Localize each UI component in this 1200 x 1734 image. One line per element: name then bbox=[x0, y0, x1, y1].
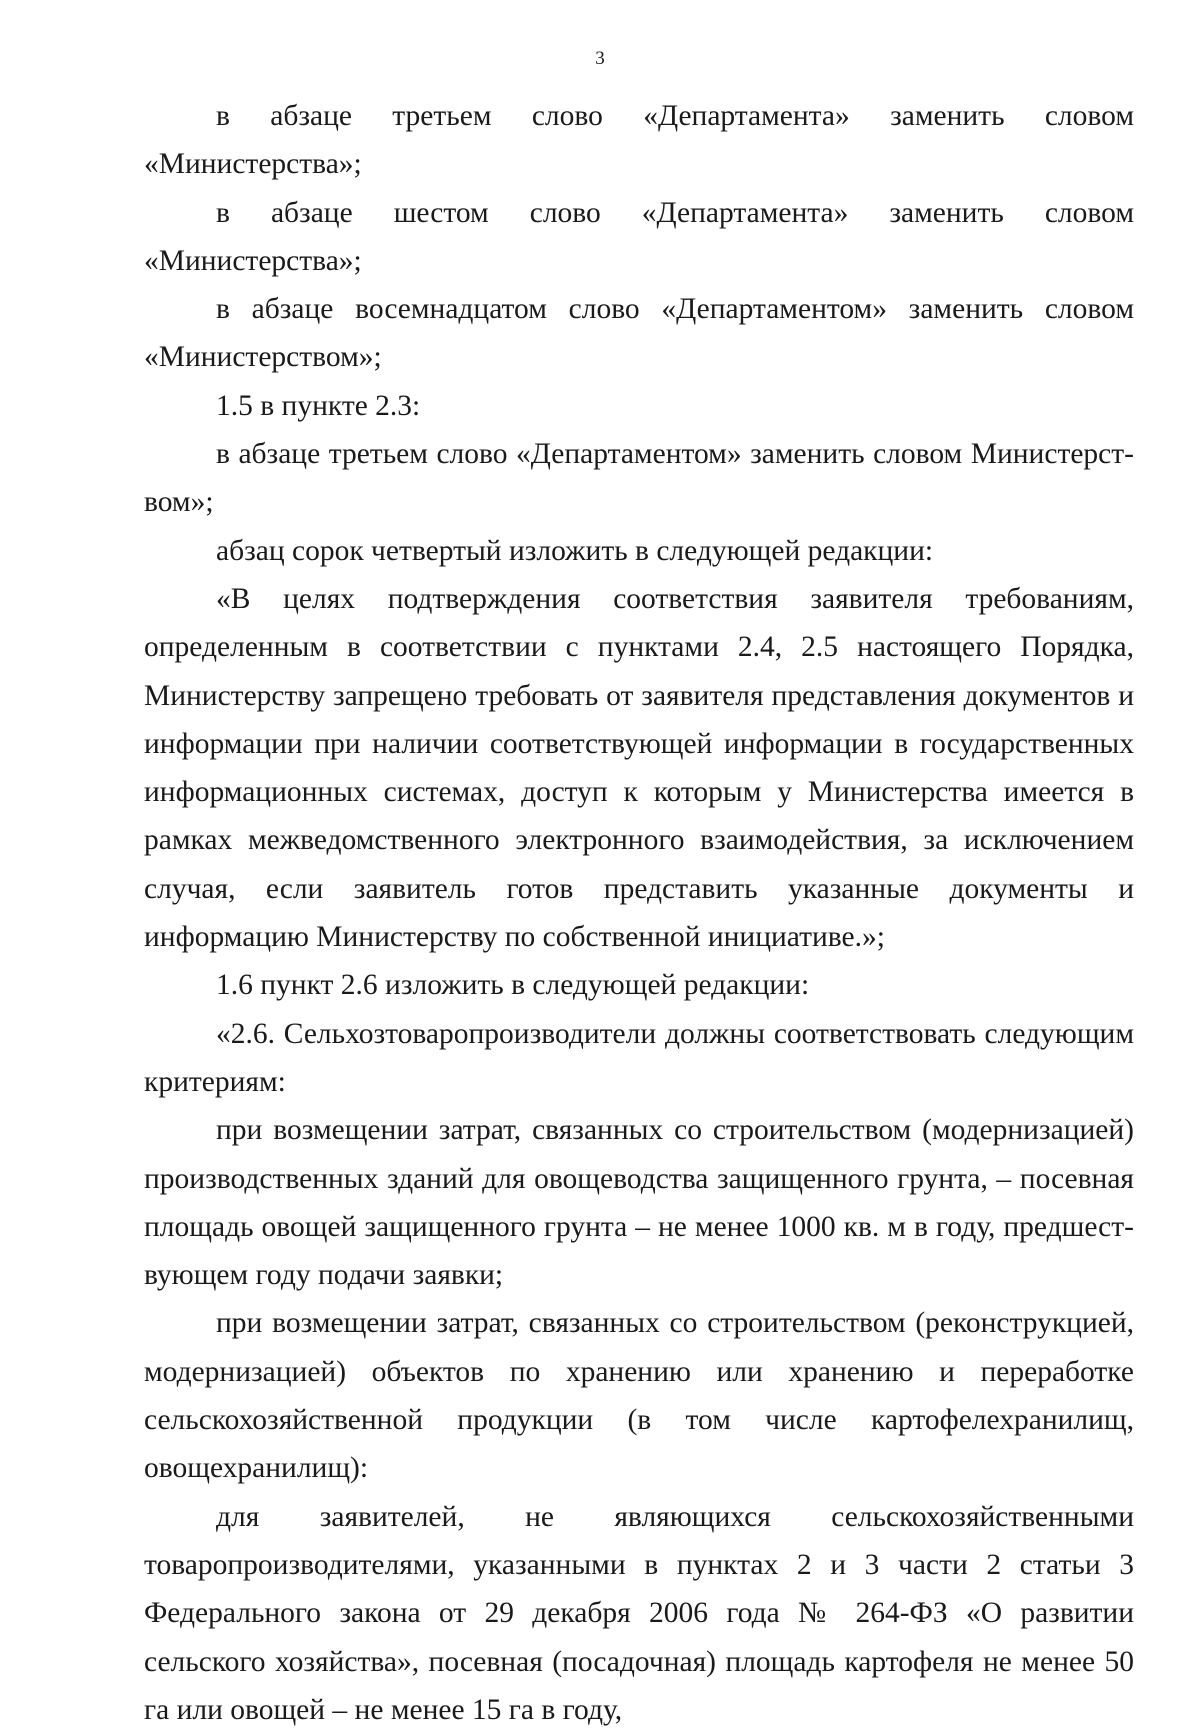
paragraph: для заявителей, не являющихся сельскохозяйственными товаропроизводителями, указанными в пунктах 2 и 3 части 2 статьи 3 Федерального закона от 29 декабря 2006 года № 264-ФЗ «О развитии сельского хозяйства», посевная (посадочная) площадь картофеля не менее 50 га или овощей – не менее 15 га в году, bbox=[144, 1500, 1134, 1726]
paragraph: при возмещении затрат, связанных со строительством (реконструкцией, модернизацией) объектов по хранению или хранению и переработке сельскохозяйственной продукции (в том числе картофелехранилищ, овощехранилищ): bbox=[144, 1307, 1134, 1485]
paragraph: в абзаце третьем слово «Департамента» заменить словом «Министерства»; bbox=[144, 100, 1134, 181]
paragraph: в абзаце восемнадцатом слово «Департаментом» заменить словом «Министерством»; bbox=[144, 293, 1134, 374]
paragraph: в абзаце шестом слово «Департамента» заменить словом «Министерства»; bbox=[144, 196, 1134, 277]
page-number: 3 bbox=[595, 48, 605, 69]
paragraph: «В целях подтверждения соответствия заявителя требованиям, определенным в соответствии с пунктами 2.4, 2.5 настоящего Порядка, Министерству запрещено требовать от заявителя представления документов и информации при наличии соответствующей информации в государственных информационных системах, доступ к которым у Министерства имеется в рамках межведомственного электронного взаимодействия, за исключением случая, если заявитель готов представить указанные документы и информацию Министерству по собственной инициативе.»; bbox=[144, 582, 1134, 954]
paragraph: абзац сорок четвертый изложить в следующей редакции: bbox=[216, 534, 934, 567]
paragraph: 1.5 в пункте 2.3: bbox=[216, 389, 421, 422]
document-body bbox=[144, 92, 1134, 1734]
paragraph: «2.6. Сельхозтоваропроизводители должны соответствовать следующим критериям: bbox=[144, 1017, 1134, 1098]
paragraph: 1.6 пункт 2.6 изложить в следующей редакции: bbox=[216, 969, 810, 1002]
paragraph: в абзаце третьем слово «Департаментом» заменить словом Министерством»; bbox=[144, 438, 1134, 519]
paragraph: при возмещении затрат, связанных со строительством (модернизацией) производственных зданий для овощеводства защищенного грунта, – посевная площадь овощей защищенного грунта – не менее 1000 кв. м в году, предшествующем году подачи заявки; bbox=[144, 1114, 1134, 1292]
